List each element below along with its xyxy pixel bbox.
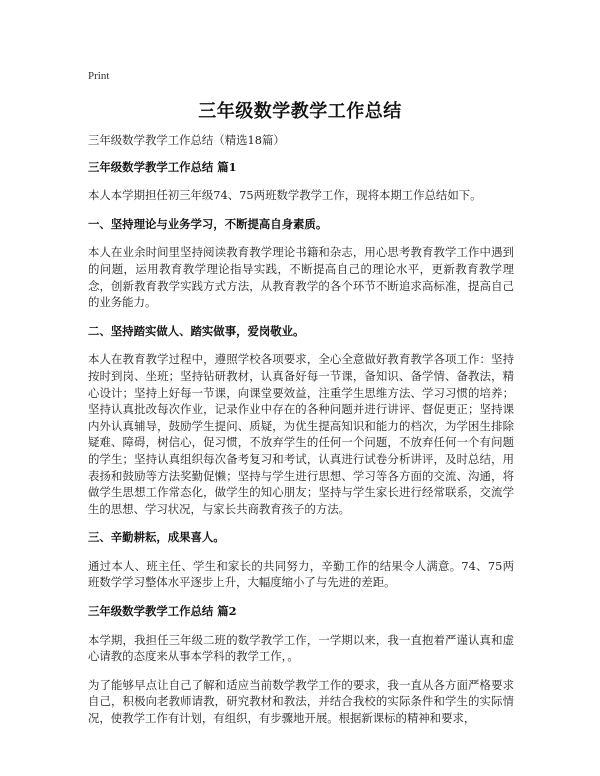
paragraph-theory-study: 本人在业余时间里坚持阅读教育教学理论书籍和杂志，用心思考教育教学工作中遇到的问题，运用教育教学理论指导实践，不断提高自己的理论水平，更新教育教学理念，创新教育教学实践方式方法，从教育教学的各个环节不断追求高标准，提高自己的业务能力。 (88, 245, 514, 310)
document-body (88, 132, 514, 739)
document-subtitle: 三年级数学教学工作总结（精选18篇） (88, 133, 285, 147)
section-heading-theory-study: 一、坚持理论与业务学习，不断提高自身素质。 (88, 216, 328, 231)
paragraph-results: 通过本人、班主任、学生和家长的共同努力，辛勤工作的结果令人满意。74、75两班数学学习整体水平逐步上升，大幅度缩小了与先进的差距。 (88, 558, 514, 590)
section-heading-article-2: 三年级数学教学工作总结 篇2 (88, 604, 237, 619)
print-label[interactable]: Print (88, 70, 110, 82)
paragraph-dedication: 本人在教育教学过程中，遵照学校各项要求，全心全意做好教育教学各项工作：坚持按时到岗、坐班；坚持钻研教材，认真备好每一节课，备知识、备学情、备教法，精心设计；坚持上好每一节课，向课堂要效益，注重学生思维方法、学习习惯的培养；坚持认真批改每次作业，记录作业中存在的各种问题并进行讲评、督促更正；坚持课内外认真辅导，鼓励学生提问、质疑，为优生提高知识和能力的档次，为学困生排除疑难、障碍，树信心，促习惯，不放弃学生的任何一个问题，不放弃任何一个有问题的学生；坚持认真组织每次备考复习和考试，认真进行试卷分析讲评，及时总结，用表扬和鼓励等方法奖勤促懒；坚持与学生进行思想、学习等各方面的交流、沟通，将做学生思想工作常态化，做学生的知心朋友；坚持与学生家长进行经常联系，交流学生的思想、学习状况，与家长共商教育孩子的方法。 (88, 352, 514, 516)
section-heading-results: 三、辛勤耕耘，成果喜人。 (88, 530, 225, 545)
section-heading-dedication: 二、坚持踏实做人、踏实做事，爱岗敬业。 (88, 323, 305, 338)
section-heading-article-1: 三年级数学教学工作总结 篇1 (88, 159, 237, 174)
paragraph-article-2-intro: 本学期，我担任三年级二班的数学教学工作，一学期以来，我一直抱着严谨认真和虚心请教的态度来从事本学科的教学工作，。 (88, 632, 514, 664)
page-title: 三年级数学教学工作总结 (198, 101, 402, 122)
paragraph-intro: 本人本学期担任初三年级74、75两班数学教学工作，现将本期工作总结如下。 (88, 188, 482, 203)
paragraph-article-2-body: 为了能够早点让自己了解和适应当前数学教学工作的要求，我一直从各方面严格要求自己，积极向老教师请教，研究教材和教法，并结合我校的实际条件和学生的实际情况，使教学工作有计划，有组织，有步骤地开展。根据新课标的精神和要求， (88, 677, 514, 726)
